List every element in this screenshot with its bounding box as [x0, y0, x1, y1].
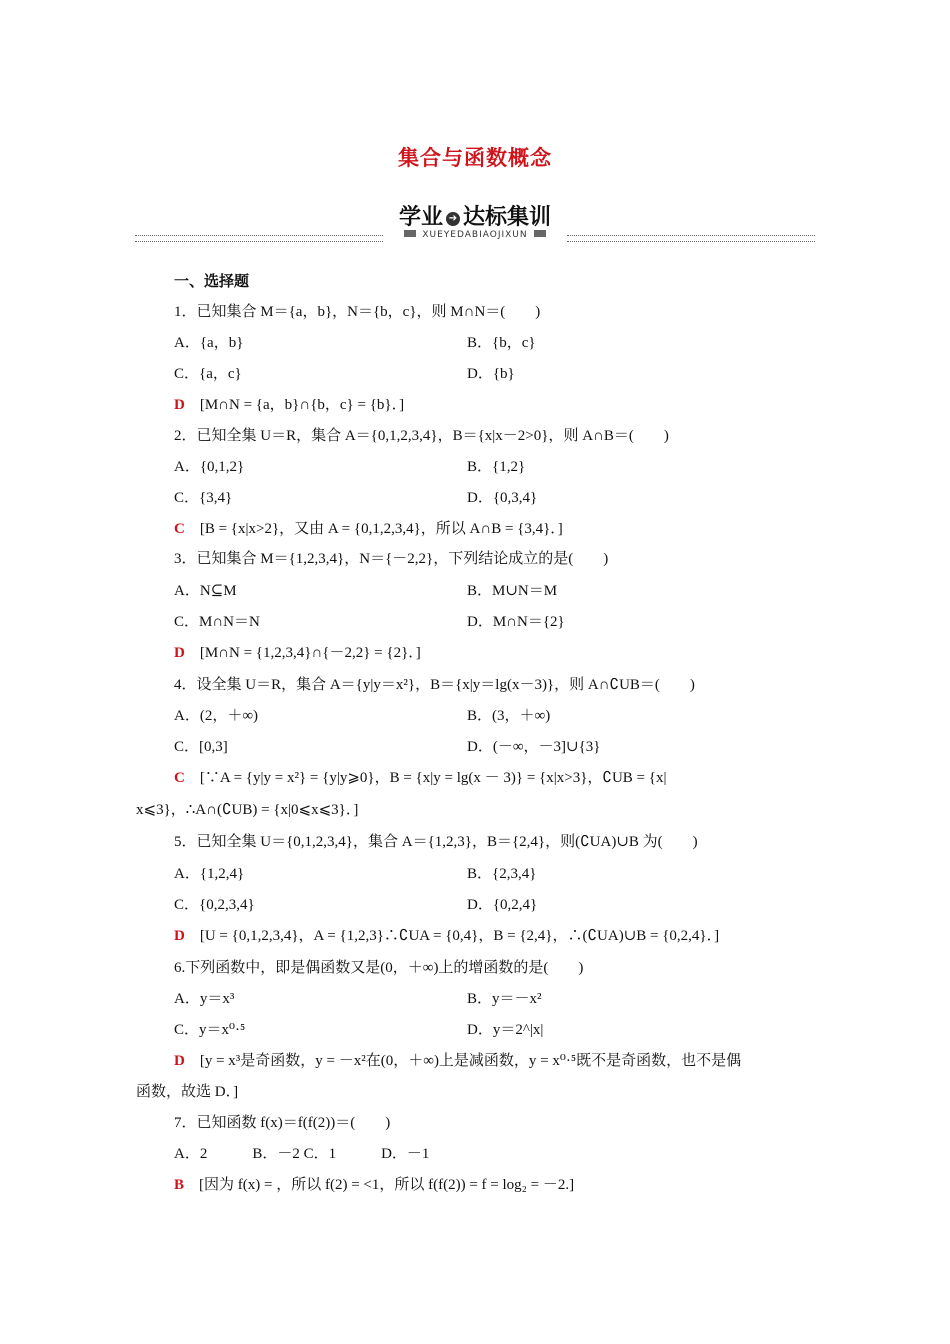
line-text: 2．已知全集 U＝R，集合 A＝{0,1,2,3,4}，B＝{x|x－2>0}，则 A∩B＝( ): [174, 428, 669, 444]
line-text: B．M∪N＝M: [467, 583, 558, 599]
question-line: [467, 737, 600, 757]
line-text: x⩽3}，∴A∩(∁UB) = {x|0⩽x⩽3}．]: [136, 802, 359, 818]
line-text: C．{a，c}: [174, 366, 242, 382]
answer-key: C: [174, 770, 185, 786]
line-text: [M∩N = {a，b}∩{b，c} = {b}．]: [184, 397, 405, 413]
arrow-icon: ➔: [446, 212, 460, 226]
answer-key: D: [174, 1053, 185, 1069]
line-text: [y = x³是奇函数，y = －x²在(0，＋∞)上是减函数，y = x⁰·⁵既不是奇函数，也不是偶: [184, 1053, 742, 1069]
line-text: D．y＝2^|x|: [467, 1022, 544, 1038]
answer-key: D: [174, 645, 185, 661]
question-line: [467, 581, 557, 601]
question-line: [467, 895, 537, 915]
line-text: C．M∩N＝N: [174, 614, 260, 630]
question-line: [467, 864, 536, 884]
line-text: B．{b，c}: [467, 335, 536, 351]
question-line: [174, 302, 540, 322]
line-text: A．{0,1,2}: [174, 459, 245, 475]
answer-key: D: [174, 928, 185, 944]
banner-heading: [135, 200, 815, 231]
line-text: [U = {0,1,2,3,4}，A = {1,2,3}∴∁UA = {0,4}，B = {2,4}，∴(∁UA)∪B = {0,2,4}．]: [184, 928, 720, 944]
question-line: [174, 958, 583, 978]
question-line: [174, 488, 232, 508]
question-line: [174, 549, 608, 569]
answer-line: [174, 1051, 741, 1071]
line-text: C．[0,3]: [174, 739, 228, 755]
line-text: [∵A = {y|y = x²} = {y|y⩾0}，B = {x|y = lg(x － 3)} = {x|x>3}，∁UB = {x|: [184, 770, 667, 786]
question-line: [174, 675, 695, 695]
answer-key: B: [174, 1177, 185, 1193]
line-text: D．{0,3,4}: [467, 490, 538, 506]
banner-text-right: 达标集训: [463, 205, 552, 230]
answer-line: [174, 926, 719, 946]
line-text: B．(3，＋∞): [467, 708, 551, 724]
question-line: [174, 1020, 245, 1040]
question-line: [174, 581, 237, 601]
answer-line: [174, 643, 421, 663]
line-text: 6.下列函数中，即是偶函数又是(0，＋∞)上的增函数的是( ): [174, 960, 584, 976]
question-line: [467, 1020, 543, 1040]
line-text: C．{0,2,3,4}: [174, 897, 255, 913]
line-text: 7．已知函数 f(x)＝f(f(2))＝( ): [174, 1115, 391, 1131]
question-line: [174, 333, 243, 353]
question-line: [467, 612, 565, 632]
answer-key: C: [174, 521, 185, 537]
line-text: C．{3,4}: [174, 490, 233, 506]
question-line: [136, 800, 358, 820]
line-text: 5．已知全集 U＝{0,1,2,3,4}，集合 A＝{1,2,3}，B＝{2,4}，则(∁UA)∪B 为( ): [174, 834, 698, 850]
line-text: A．(2，＋∞): [174, 708, 259, 724]
line-text: A．{1,2,4}: [174, 866, 245, 882]
line-text: A．y＝x³: [174, 991, 235, 1007]
line-text: B．y＝－x²: [467, 991, 542, 1007]
line-text: D．{b}: [467, 366, 515, 382]
question-line: [174, 1144, 429, 1164]
answer-line: [174, 1175, 574, 1195]
section-heading: 一、选择题: [174, 274, 250, 290]
question-line: [174, 895, 255, 915]
question-line: [467, 488, 537, 508]
question-line: [174, 989, 234, 1009]
banner-block-right: [534, 230, 546, 237]
question-line: [174, 1113, 390, 1133]
line-text: 4．设全集 U＝R，集合 A＝{y|y＝x²}，B＝{x|y＝lg(x－3)}，则 A∩∁UB＝( ): [174, 677, 695, 693]
line-text: A．{a，b}: [174, 335, 244, 351]
question-line: [467, 706, 550, 726]
question-line: [174, 832, 698, 852]
line-text: [M∩N = {1,2,3,4}∩{－2,2} = {2}．]: [184, 645, 421, 661]
line-text: B．{2,3,4}: [467, 866, 537, 882]
answer-line: [174, 519, 563, 539]
line-text: A．N⊆M: [174, 583, 237, 599]
question-line: [136, 1082, 238, 1102]
question-line: [174, 612, 260, 632]
line-text: 1．已知集合 M＝{a，b}，N＝{b，c}，则 M∩N＝( ): [174, 304, 541, 320]
question-line: [467, 333, 536, 353]
question-line: [174, 864, 244, 884]
question-line: [174, 706, 258, 726]
answer-key: D: [174, 397, 185, 413]
answer-line: [174, 395, 404, 415]
line-text: D．(－∞，－3]∪{3}: [467, 739, 601, 755]
page-title: 集合与函数概念: [398, 146, 552, 170]
question-line: [174, 426, 669, 446]
section-banner: [135, 200, 815, 244]
line-text: B．{1,2}: [467, 459, 526, 475]
banner-subtitle: [135, 230, 815, 240]
question-line: [174, 364, 242, 384]
line-text: C．y＝x⁰·⁵: [174, 1022, 246, 1038]
line-text: [因为 f(x) = ，所以 f(2) = <1，所以 f(f(2)) = f = log₂ = －2.]: [184, 1177, 575, 1193]
question-line: [467, 989, 542, 1009]
line-text: D．M∩N＝{2}: [467, 614, 565, 630]
line-text: D．{0,2,4}: [467, 897, 538, 913]
banner-block-left: [404, 230, 416, 237]
question-line: [467, 457, 525, 477]
banner-pinyin: XUEYEDABIAOJIXUN: [422, 230, 528, 240]
banner-text-left: 学业: [398, 205, 443, 230]
line-text: 3．已知集合 M＝{1,2,3,4}，N＝{－2,2}，下列结论成立的是( ): [174, 551, 609, 567]
question-line: [467, 364, 515, 384]
question-line: [174, 457, 244, 477]
line-text: 函数，故选 D．]: [136, 1084, 239, 1100]
line-text: A．2 B．－2 C．1 D．－1: [174, 1146, 430, 1162]
answer-line: [174, 768, 666, 788]
question-line: [174, 737, 228, 757]
line-text: [B = {x|x>2}，又由 A = {0,1,2,3,4}，所以 A∩B = {3,4}．]: [184, 521, 563, 537]
